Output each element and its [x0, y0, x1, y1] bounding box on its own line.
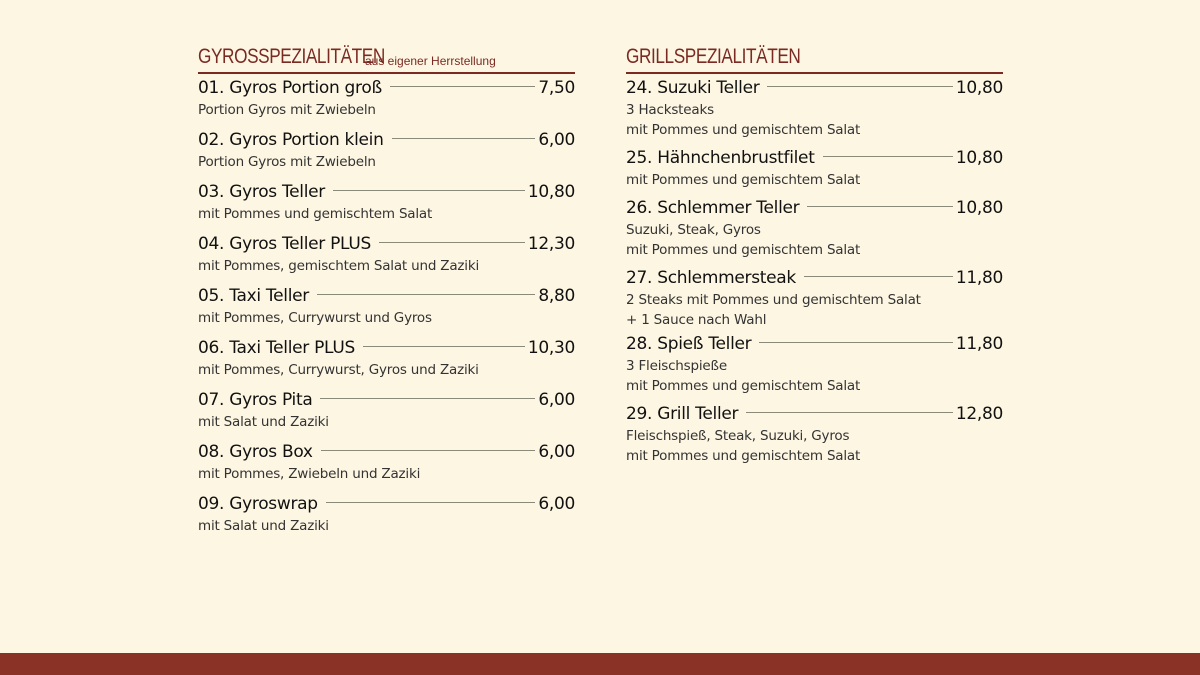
menu-item-price: 11,80 — [955, 268, 1003, 288]
gyros-section — [198, 44, 575, 542]
menu-item-description: Suzuki, Steak, Gyros — [626, 222, 761, 238]
menu-item-description: mit Pommes, Currywurst und Gyros — [198, 310, 432, 326]
menu-item — [198, 78, 575, 126]
menu-item-description: Portion Gyros mit Zwiebeln — [198, 102, 376, 118]
menu-item — [198, 234, 575, 282]
leader-line — [823, 156, 953, 157]
leader-line — [326, 502, 536, 503]
menu-item-header — [198, 234, 575, 256]
menu-item-name: 05. Taxi Teller — [198, 286, 309, 306]
menu-item-description: mit Pommes und gemischtem Salat — [626, 378, 861, 394]
menu-item-price: 10,80 — [955, 148, 1003, 168]
menu-item-name: 01. Gyros Portion groß — [198, 78, 382, 98]
menu-item-price: 10,80 — [527, 182, 575, 202]
menu-item-price: 6,00 — [538, 390, 575, 410]
menu-item-header — [198, 338, 575, 360]
grill-section-header — [626, 44, 1003, 74]
menu-item-header — [198, 286, 575, 308]
menu-item-price: 8,80 — [538, 286, 575, 306]
menu-item-description: mit Pommes und gemischtem Salat — [626, 122, 861, 138]
leader-line — [390, 86, 535, 87]
menu-item — [198, 494, 575, 542]
menu-item-name: 26. Schlemmer Teller — [626, 198, 800, 218]
menu-item-price: 6,00 — [538, 494, 575, 514]
menu-item-price: 10,30 — [527, 338, 575, 358]
menu-item — [626, 268, 1003, 330]
leader-line — [333, 190, 525, 191]
menu-item-name: 02. Gyros Portion klein — [198, 130, 384, 150]
gyros-section-header — [198, 44, 575, 74]
menu-item — [626, 198, 1003, 260]
menu-item-name: 07. Gyros Pita — [198, 390, 313, 410]
menu-item-header — [626, 268, 1003, 290]
menu-item-name: 28. Spieß Teller — [626, 334, 752, 354]
menu-item — [198, 338, 575, 386]
leader-line — [379, 242, 525, 243]
footer-bar — [0, 653, 1200, 675]
menu-item-description: Fleischspieß, Steak, Suzuki, Gyros — [626, 428, 850, 444]
gyros-section-subtitle: aus eigener Herrstellung — [365, 54, 496, 68]
menu-item-description: mit Pommes und gemischtem Salat — [626, 242, 861, 258]
menu-item-description: mit Pommes, Zwiebeln und Zaziki — [198, 466, 421, 482]
leader-line — [807, 206, 952, 207]
leader-line — [392, 138, 536, 139]
menu-item — [626, 404, 1003, 466]
grill-item-list — [626, 78, 1003, 466]
menu-item-header — [198, 390, 575, 412]
menu-item-header — [198, 182, 575, 204]
menu-item-name: 03. Gyros Teller — [198, 182, 325, 202]
menu-item-description: mit Salat und Zaziki — [198, 518, 329, 534]
menu-item-name: 27. Schlemmersteak — [626, 268, 796, 288]
menu-item — [198, 286, 575, 334]
menu-item — [626, 148, 1003, 190]
grill-section-title: GRILLSPEZIALITÄTEN — [626, 45, 801, 68]
grill-section — [626, 44, 1003, 466]
menu-item-price: 12,80 — [955, 404, 1003, 424]
menu-item-header — [626, 334, 1003, 356]
menu-item-description: mit Pommes, gemischtem Salat und Zaziki — [198, 258, 480, 274]
gyros-item-list — [198, 78, 575, 542]
menu-item-price: 7,50 — [538, 78, 575, 98]
menu-item — [198, 182, 575, 230]
menu-item-description: 3 Hacksteaks — [626, 102, 714, 118]
menu-item-description: + 1 Sauce nach Wahl — [626, 312, 767, 328]
menu-item-name: 06. Taxi Teller PLUS — [198, 338, 355, 358]
menu-item — [198, 442, 575, 490]
leader-line — [767, 86, 952, 87]
menu-item-header — [198, 130, 575, 152]
menu-item-name: 09. Gyroswrap — [198, 494, 318, 514]
menu-item — [626, 334, 1003, 396]
menu-item-description: mit Pommes und gemischtem Salat — [198, 206, 433, 222]
menu-item-header — [626, 148, 1003, 170]
menu-item-header — [198, 78, 575, 100]
menu-item-name: 04. Gyros Teller PLUS — [198, 234, 372, 254]
menu-item-description: 2 Steaks mit Pommes und gemischtem Salat — [626, 292, 921, 308]
menu-item-description: mit Pommes, Currywurst, Gyros und Zaziki — [198, 362, 479, 378]
menu-item-header — [626, 198, 1003, 220]
menu-item-header — [626, 78, 1003, 100]
leader-line — [317, 294, 535, 295]
leader-line — [804, 276, 953, 277]
menu-item-description: 3 Fleischspieße — [626, 358, 727, 374]
menu-item-header — [198, 442, 575, 464]
menu-item-header — [198, 494, 575, 516]
menu-item-price: 12,30 — [527, 234, 575, 254]
gyros-section-title: GYROSSPEZIALITÄTEN — [198, 45, 385, 68]
menu-item-name: 24. Suzuki Teller — [626, 78, 760, 98]
menu-item — [626, 78, 1003, 140]
menu-item-header — [626, 404, 1003, 426]
menu-item-price: 6,00 — [538, 442, 575, 462]
menu-item — [198, 390, 575, 438]
menu-item-name: 29. Grill Teller — [626, 404, 739, 424]
menu-item-name: 25. Hähnchenbrustfilet — [626, 148, 815, 168]
menu-item-description: Portion Gyros mit Zwiebeln — [198, 154, 376, 170]
leader-line — [363, 346, 525, 347]
leader-line — [759, 342, 952, 343]
menu-item-description: mit Pommes und gemischtem Salat — [626, 448, 861, 464]
leader-line — [320, 398, 535, 399]
menu-item-price: 11,80 — [955, 334, 1003, 354]
leader-line — [746, 412, 953, 413]
leader-line — [321, 450, 536, 451]
menu-item-name: 08. Gyros Box — [198, 442, 313, 462]
menu-item — [198, 130, 575, 178]
menu-item-price: 6,00 — [538, 130, 575, 150]
menu-item-price: 10,80 — [955, 78, 1003, 98]
menu-item-description: mit Salat und Zaziki — [198, 414, 329, 430]
menu-item-description: mit Pommes und gemischtem Salat — [626, 172, 861, 188]
menu-item-price: 10,80 — [955, 198, 1003, 218]
